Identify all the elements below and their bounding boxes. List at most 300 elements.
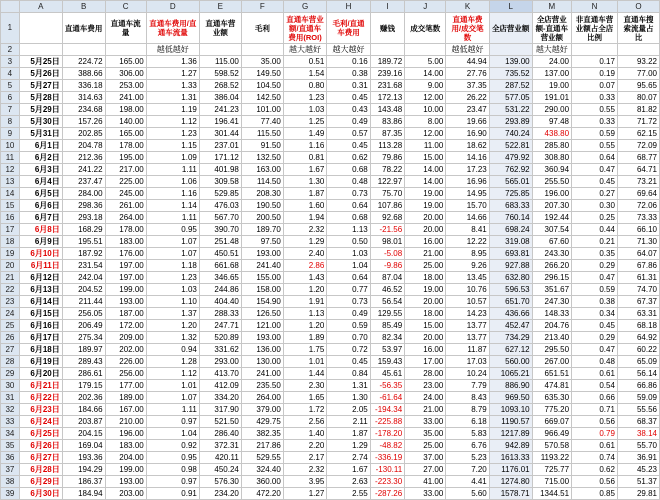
value-cell[interactable]: 1176.01 xyxy=(489,464,532,476)
value-cell[interactable]: 2.05 xyxy=(327,404,370,416)
value-cell[interactable]: 450.51 xyxy=(199,248,241,260)
row-header[interactable]: 23 xyxy=(1,296,20,308)
row-header[interactable]: 9 xyxy=(1,128,20,140)
date-cell[interactable]: 5月25日 xyxy=(19,56,62,68)
value-cell[interactable]: 0.95 xyxy=(146,224,199,236)
value-cell[interactable]: 438.80 xyxy=(532,128,571,140)
value-cell[interactable]: 0.62 xyxy=(327,152,370,164)
column-header-i[interactable]: I xyxy=(370,1,404,13)
value-cell[interactable]: 2.63 xyxy=(327,476,370,488)
value-cell[interactable]: 136.00 xyxy=(241,344,283,356)
date-cell[interactable]: 5月29日 xyxy=(19,104,62,116)
value-cell[interactable]: 1.09 xyxy=(146,152,199,164)
value-cell[interactable]: 0.29 xyxy=(572,260,618,272)
value-cell[interactable]: 1.37 xyxy=(146,308,199,320)
value-cell[interactable]: 10.24 xyxy=(446,368,489,380)
value-cell[interactable]: 319.08 xyxy=(489,236,532,248)
value-cell[interactable]: 1.04 xyxy=(327,260,370,272)
row-header[interactable]: 24 xyxy=(1,308,20,320)
value-cell[interactable]: 308.80 xyxy=(532,152,571,164)
row-header[interactable]: 38 xyxy=(1,476,20,488)
value-cell[interactable]: 168.29 xyxy=(62,224,105,236)
value-cell[interactable]: 177.00 xyxy=(105,380,146,392)
value-cell[interactable]: 202.00 xyxy=(105,344,146,356)
value-cell[interactable]: 1.54 xyxy=(283,68,326,80)
value-cell[interactable]: 247.30 xyxy=(532,296,571,308)
value-cell[interactable]: 1.89 xyxy=(283,332,326,344)
value-cell[interactable]: 77.00 xyxy=(617,68,659,80)
value-cell[interactable]: 12.00 xyxy=(405,128,446,140)
column-header-d[interactable]: D xyxy=(146,1,199,13)
value-cell[interactable]: 65.09 xyxy=(617,356,659,368)
column-header-m[interactable]: M xyxy=(532,1,571,13)
value-cell[interactable]: 1.18 xyxy=(146,260,199,272)
value-cell[interactable]: 83.86 xyxy=(370,116,404,128)
value-cell[interactable]: 11.00 xyxy=(405,140,446,152)
date-cell[interactable]: 6月28日 xyxy=(19,464,62,476)
row-header[interactable]: 11 xyxy=(1,152,20,164)
value-cell[interactable]: 307.54 xyxy=(532,224,571,236)
value-cell[interactable]: 45.61 xyxy=(370,368,404,380)
value-cell[interactable]: 91.50 xyxy=(241,140,283,152)
value-cell[interactable]: 0.71 xyxy=(572,404,618,416)
value-cell[interactable]: 66.86 xyxy=(617,380,659,392)
value-cell[interactable]: 0.29 xyxy=(572,332,618,344)
value-cell[interactable]: 0.68 xyxy=(327,164,370,176)
value-cell[interactable]: 195.00 xyxy=(105,152,146,164)
value-cell[interactable]: 10.76 xyxy=(446,284,489,296)
header-cell[interactable]: 直通车费用/成交笔数 xyxy=(446,13,489,44)
row-header[interactable]: 16 xyxy=(1,212,20,224)
value-cell[interactable]: 159.43 xyxy=(370,356,404,368)
value-cell[interactable]: 1.29 xyxy=(327,440,370,452)
value-cell[interactable]: -9.86 xyxy=(370,260,404,272)
value-cell[interactable]: 35.00 xyxy=(405,428,446,440)
value-cell[interactable]: 20.00 xyxy=(405,332,446,344)
value-cell[interactable]: 199.00 xyxy=(105,464,146,476)
value-cell[interactable]: 213.40 xyxy=(532,332,571,344)
value-cell[interactable]: 0.66 xyxy=(572,392,618,404)
header-cell[interactable]: 直通车费用/直通车流量 xyxy=(146,13,199,44)
date-cell[interactable]: 6月30日 xyxy=(19,488,62,500)
value-cell[interactable]: 2.56 xyxy=(283,416,326,428)
value-cell[interactable]: 140.00 xyxy=(105,116,146,128)
row-header[interactable]: 2 xyxy=(1,44,20,56)
value-cell[interactable]: 241.23 xyxy=(199,104,241,116)
value-cell[interactable]: 1.20 xyxy=(146,320,199,332)
row-header[interactable]: 1 xyxy=(1,13,20,44)
row-header[interactable]: 33 xyxy=(1,416,20,428)
date-cell[interactable]: 6月14日 xyxy=(19,296,62,308)
row-header[interactable]: 6 xyxy=(1,92,20,104)
value-cell[interactable]: 129.55 xyxy=(370,308,404,320)
value-cell[interactable]: 1.31 xyxy=(146,92,199,104)
row-header[interactable]: 18 xyxy=(1,236,20,248)
value-cell[interactable]: 23.00 xyxy=(405,380,446,392)
value-cell[interactable]: 8.79 xyxy=(446,404,489,416)
header-cell[interactable]: 毛利 xyxy=(241,13,283,44)
value-cell[interactable]: 317.90 xyxy=(199,404,241,416)
date-cell[interactable]: 6月23日 xyxy=(19,404,62,416)
value-cell[interactable]: 1.29 xyxy=(283,236,326,248)
value-cell[interactable]: -130.11 xyxy=(370,464,404,476)
value-cell[interactable]: 204.15 xyxy=(62,428,105,440)
value-cell[interactable]: 224.72 xyxy=(62,56,105,68)
value-cell[interactable]: 1217.89 xyxy=(489,428,532,440)
row-header[interactable]: 37 xyxy=(1,464,20,476)
value-cell[interactable]: 290.00 xyxy=(532,104,571,116)
value-cell[interactable]: 386.04 xyxy=(199,92,241,104)
value-cell[interactable]: 178.00 xyxy=(105,140,146,152)
value-cell[interactable]: 324.40 xyxy=(241,464,283,476)
column-header-c[interactable]: C xyxy=(105,1,146,13)
value-cell[interactable]: 165.00 xyxy=(105,128,146,140)
value-cell[interactable]: 45.23 xyxy=(617,464,659,476)
value-cell[interactable]: 360.94 xyxy=(532,164,571,176)
value-cell[interactable]: 18.00 xyxy=(405,272,446,284)
value-cell[interactable]: 0.16 xyxy=(327,56,370,68)
value-cell[interactable]: 14.00 xyxy=(405,176,446,188)
value-cell[interactable]: 5.60 xyxy=(446,488,489,500)
value-cell[interactable]: 1.32 xyxy=(146,332,199,344)
value-cell[interactable]: 95.65 xyxy=(617,80,659,92)
row-header[interactable]: 32 xyxy=(1,404,20,416)
value-cell[interactable]: 0.07 xyxy=(572,80,618,92)
value-cell[interactable]: 577.05 xyxy=(489,92,532,104)
value-cell[interactable]: 87.04 xyxy=(370,272,404,284)
value-cell[interactable]: 0.54 xyxy=(572,380,618,392)
value-cell[interactable]: 143.48 xyxy=(370,104,404,116)
value-cell[interactable]: 762.92 xyxy=(489,164,532,176)
value-cell[interactable]: 725.85 xyxy=(489,188,532,200)
value-cell[interactable]: 0.45 xyxy=(572,176,618,188)
value-cell[interactable]: 0.73 xyxy=(327,188,370,200)
value-cell[interactable]: 137.00 xyxy=(532,68,571,80)
value-cell[interactable]: 0.34 xyxy=(572,308,618,320)
value-cell[interactable]: 1.75 xyxy=(283,344,326,356)
date-cell[interactable]: 6月10日 xyxy=(19,248,62,260)
value-cell[interactable]: 683.33 xyxy=(489,200,532,212)
value-cell[interactable]: 16.00 xyxy=(405,344,446,356)
value-cell[interactable]: 20.00 xyxy=(405,296,446,308)
value-cell[interactable]: 194.29 xyxy=(62,464,105,476)
header-cell[interactable]: 成交笔数 xyxy=(405,13,446,44)
value-cell[interactable]: 1.16 xyxy=(146,188,199,200)
value-cell[interactable]: 693.81 xyxy=(489,248,532,260)
value-cell[interactable]: 476.03 xyxy=(199,200,241,212)
value-cell[interactable]: 1.94 xyxy=(283,212,326,224)
value-cell[interactable]: 193.00 xyxy=(241,248,283,260)
value-cell[interactable]: 25.00 xyxy=(405,440,446,452)
value-cell[interactable]: 85.49 xyxy=(370,320,404,332)
value-cell[interactable]: 264.00 xyxy=(241,392,283,404)
value-cell[interactable]: 20.00 xyxy=(405,224,446,236)
value-cell[interactable]: 698.24 xyxy=(489,224,532,236)
value-cell[interactable]: 71.30 xyxy=(617,236,659,248)
value-cell[interactable]: 0.45 xyxy=(327,140,370,152)
value-cell[interactable]: 209.00 xyxy=(105,332,146,344)
value-cell[interactable]: 2.40 xyxy=(283,248,326,260)
value-cell[interactable]: 14.95 xyxy=(446,188,489,200)
value-cell[interactable]: 479.92 xyxy=(489,152,532,164)
value-cell[interactable]: 1.30 xyxy=(327,392,370,404)
value-cell[interactable]: 0.64 xyxy=(327,272,370,284)
value-cell[interactable]: 0.64 xyxy=(572,152,618,164)
value-cell[interactable]: 14.00 xyxy=(405,164,446,176)
value-cell[interactable]: 189.97 xyxy=(62,344,105,356)
value-cell[interactable]: 715.00 xyxy=(532,476,571,488)
value-cell[interactable]: 72.06 xyxy=(617,200,659,212)
value-cell[interactable]: 211.44 xyxy=(62,296,105,308)
value-cell[interactable]: 2.11 xyxy=(327,416,370,428)
value-cell[interactable]: 60.22 xyxy=(617,344,659,356)
value-cell[interactable]: 1274.80 xyxy=(489,476,532,488)
value-cell[interactable]: 669.07 xyxy=(532,416,571,428)
value-cell[interactable]: 155.00 xyxy=(241,272,283,284)
value-cell[interactable]: 1.07 xyxy=(146,392,199,404)
row-header[interactable]: 39 xyxy=(1,488,20,500)
value-cell[interactable]: 184.94 xyxy=(62,488,105,500)
value-cell[interactable]: 298.36 xyxy=(62,200,105,212)
value-cell[interactable]: 0.43 xyxy=(327,104,370,116)
value-cell[interactable]: 26.22 xyxy=(446,92,489,104)
value-cell[interactable]: 0.98 xyxy=(146,464,199,476)
note-cell[interactable] xyxy=(489,44,532,56)
value-cell[interactable]: 1.23 xyxy=(283,92,326,104)
value-cell[interactable]: 92.68 xyxy=(370,212,404,224)
value-cell[interactable]: 198.00 xyxy=(105,104,146,116)
value-cell[interactable]: 199.00 xyxy=(105,284,146,296)
value-cell[interactable]: 56.14 xyxy=(617,368,659,380)
value-cell[interactable]: 1.10 xyxy=(146,296,199,308)
date-cell[interactable]: 5月31日 xyxy=(19,128,62,140)
value-cell[interactable]: 596.53 xyxy=(489,284,532,296)
value-cell[interactable]: 293.89 xyxy=(489,116,532,128)
value-cell[interactable]: 1613.33 xyxy=(489,452,532,464)
value-cell[interactable]: 74.70 xyxy=(617,284,659,296)
date-cell[interactable]: 6月18日 xyxy=(19,344,62,356)
date-cell[interactable]: 6月6日 xyxy=(19,200,62,212)
value-cell[interactable]: 661.68 xyxy=(199,260,241,272)
value-cell[interactable]: 8.00 xyxy=(405,116,446,128)
value-cell[interactable]: -61.64 xyxy=(370,392,404,404)
value-cell[interactable]: 245.00 xyxy=(105,188,146,200)
value-cell[interactable]: 1.30 xyxy=(283,176,326,188)
value-cell[interactable]: 82.34 xyxy=(370,332,404,344)
value-cell[interactable]: 16.96 xyxy=(446,176,489,188)
value-cell[interactable]: -225.88 xyxy=(370,416,404,428)
value-cell[interactable]: 529.55 xyxy=(241,452,283,464)
value-cell[interactable]: 0.17 xyxy=(572,56,618,68)
value-cell[interactable]: 132.50 xyxy=(241,152,283,164)
date-cell[interactable]: 6月16日 xyxy=(19,320,62,332)
value-cell[interactable]: 8.41 xyxy=(446,224,489,236)
value-cell[interactable]: 14.00 xyxy=(405,68,446,80)
value-cell[interactable]: 0.47 xyxy=(572,164,618,176)
value-cell[interactable]: 740.24 xyxy=(489,128,532,140)
value-cell[interactable]: 204.76 xyxy=(532,320,571,332)
value-cell[interactable]: 420.11 xyxy=(199,452,241,464)
value-cell[interactable]: 21.00 xyxy=(405,248,446,260)
value-cell[interactable]: 0.74 xyxy=(572,452,618,464)
value-cell[interactable]: 142.50 xyxy=(241,92,283,104)
column-header-n[interactable]: N xyxy=(572,1,618,13)
value-cell[interactable]: 80.07 xyxy=(617,92,659,104)
column-header-f[interactable]: F xyxy=(241,1,283,13)
value-cell[interactable]: 1.03 xyxy=(283,104,326,116)
value-cell[interactable]: 0.38 xyxy=(572,296,618,308)
value-cell[interactable]: 114.50 xyxy=(241,176,283,188)
value-cell[interactable]: 760.14 xyxy=(489,212,532,224)
value-cell[interactable]: 193.00 xyxy=(105,296,146,308)
value-cell[interactable]: 121.00 xyxy=(241,320,283,332)
value-cell[interactable]: 241.00 xyxy=(105,92,146,104)
note-cell[interactable] xyxy=(62,44,105,56)
value-cell[interactable]: 529.85 xyxy=(199,188,241,200)
value-cell[interactable]: 115.50 xyxy=(241,128,283,140)
value-cell[interactable]: 2.17 xyxy=(283,452,326,464)
value-cell[interactable]: 942.89 xyxy=(489,440,532,452)
value-cell[interactable]: 87.35 xyxy=(370,128,404,140)
row-header[interactable]: 36 xyxy=(1,452,20,464)
value-cell[interactable]: 104.50 xyxy=(241,80,283,92)
value-cell[interactable]: 1190.57 xyxy=(489,416,532,428)
value-cell[interactable]: 55.70 xyxy=(617,440,659,452)
value-cell[interactable]: 314.63 xyxy=(62,92,105,104)
value-cell[interactable]: 1.31 xyxy=(327,380,370,392)
value-cell[interactable]: 452.47 xyxy=(489,320,532,332)
value-cell[interactable]: 0.56 xyxy=(572,476,618,488)
header-cell[interactable]: 直通车流量 xyxy=(105,13,146,44)
value-cell[interactable]: 1578.71 xyxy=(489,488,532,500)
value-cell[interactable]: 79.86 xyxy=(370,152,404,164)
value-cell[interactable]: 44.94 xyxy=(446,56,489,68)
value-cell[interactable]: 196.00 xyxy=(532,188,571,200)
value-cell[interactable]: 1.43 xyxy=(283,272,326,284)
value-cell[interactable]: 192.44 xyxy=(532,212,571,224)
value-cell[interactable]: 1.12 xyxy=(146,116,199,128)
value-cell[interactable]: 77.40 xyxy=(241,116,283,128)
value-cell[interactable]: 1.27 xyxy=(283,488,326,500)
value-cell[interactable]: 288.33 xyxy=(199,308,241,320)
note-cell[interactable] xyxy=(405,44,446,56)
value-cell[interactable]: 171.12 xyxy=(199,152,241,164)
value-cell[interactable]: -223.30 xyxy=(370,476,404,488)
row-header[interactable]: 15 xyxy=(1,200,20,212)
column-header-b[interactable]: B xyxy=(62,1,105,13)
value-cell[interactable]: 5.23 xyxy=(446,452,489,464)
value-cell[interactable]: 0.47 xyxy=(572,344,618,356)
value-cell[interactable]: 237.47 xyxy=(62,176,105,188)
value-cell[interactable]: 14.23 xyxy=(446,308,489,320)
value-cell[interactable]: 217.86 xyxy=(241,440,283,452)
value-cell[interactable]: -56.35 xyxy=(370,380,404,392)
row-header[interactable]: 27 xyxy=(1,344,20,356)
value-cell[interactable]: 204.78 xyxy=(62,140,105,152)
value-cell[interactable]: 154.90 xyxy=(241,296,283,308)
value-cell[interactable]: 275.34 xyxy=(62,332,105,344)
value-cell[interactable]: 296.15 xyxy=(532,272,571,284)
value-cell[interactable]: 225.00 xyxy=(105,176,146,188)
value-cell[interactable]: 0.72 xyxy=(327,344,370,356)
value-cell[interactable]: 2.55 xyxy=(327,488,370,500)
row-header[interactable]: 17 xyxy=(1,224,20,236)
select-all-corner[interactable] xyxy=(1,1,20,13)
value-cell[interactable]: 379.00 xyxy=(241,404,283,416)
value-cell[interactable]: 734.29 xyxy=(489,332,532,344)
value-cell[interactable]: 81.82 xyxy=(617,104,659,116)
value-cell[interactable]: 178.00 xyxy=(105,224,146,236)
value-cell[interactable]: 69.64 xyxy=(617,188,659,200)
value-cell[interactable]: 101.00 xyxy=(241,104,283,116)
value-cell[interactable]: 336.18 xyxy=(62,80,105,92)
value-cell[interactable]: 37.35 xyxy=(446,80,489,92)
value-cell[interactable]: 0.85 xyxy=(572,488,618,500)
date-cell[interactable]: 6月7日 xyxy=(19,212,62,224)
value-cell[interactable]: 1.04 xyxy=(146,428,199,440)
value-cell[interactable]: 237.01 xyxy=(199,140,241,152)
value-cell[interactable]: 1.72 xyxy=(283,404,326,416)
value-cell[interactable]: 16.90 xyxy=(446,128,489,140)
value-cell[interactable]: 148.33 xyxy=(532,308,571,320)
value-cell[interactable]: 627.12 xyxy=(489,344,532,356)
value-cell[interactable]: 33.00 xyxy=(405,488,446,500)
value-cell[interactable]: 1.13 xyxy=(283,308,326,320)
value-cell[interactable]: 5.83 xyxy=(446,428,489,440)
value-cell[interactable]: 73.21 xyxy=(617,176,659,188)
value-cell[interactable]: 567.70 xyxy=(199,212,241,224)
value-cell[interactable]: 189.70 xyxy=(241,224,283,236)
value-cell[interactable]: 15.00 xyxy=(405,320,446,332)
row-header[interactable]: 28 xyxy=(1,356,20,368)
value-cell[interactable]: 289.43 xyxy=(62,356,105,368)
value-cell[interactable]: 11.87 xyxy=(446,344,489,356)
value-cell[interactable]: 725.77 xyxy=(532,464,571,476)
value-cell[interactable]: 635.30 xyxy=(532,392,571,404)
value-cell[interactable]: 1.13 xyxy=(327,224,370,236)
value-cell[interactable]: 0.92 xyxy=(146,440,199,452)
value-cell[interactable]: 115.00 xyxy=(199,56,241,68)
value-cell[interactable]: 1.33 xyxy=(146,80,199,92)
value-cell[interactable]: 372.31 xyxy=(199,440,241,452)
value-cell[interactable]: 231.54 xyxy=(62,260,105,272)
value-cell[interactable]: 3.95 xyxy=(283,476,326,488)
value-cell[interactable]: 1.87 xyxy=(327,428,370,440)
value-cell[interactable]: 0.51 xyxy=(283,56,326,68)
value-cell[interactable]: 149.50 xyxy=(241,68,283,80)
value-cell[interactable]: 169.04 xyxy=(62,440,105,452)
value-cell[interactable]: 7.20 xyxy=(446,464,489,476)
value-cell[interactable]: 264.00 xyxy=(105,212,146,224)
value-cell[interactable]: 234.68 xyxy=(62,104,105,116)
value-cell[interactable]: 234.20 xyxy=(199,488,241,500)
row-header[interactable]: 22 xyxy=(1,284,20,296)
value-cell[interactable]: 0.59 xyxy=(327,320,370,332)
value-cell[interactable]: 0.84 xyxy=(327,368,370,380)
row-header[interactable]: 25 xyxy=(1,320,20,332)
value-cell[interactable]: 107.86 xyxy=(370,200,404,212)
value-cell[interactable]: 176.00 xyxy=(105,248,146,260)
value-cell[interactable]: 1.20 xyxy=(283,284,326,296)
value-cell[interactable]: 242.04 xyxy=(62,272,105,284)
value-cell[interactable]: 67.60 xyxy=(532,236,571,248)
value-cell[interactable]: 157.26 xyxy=(62,116,105,128)
value-cell[interactable]: 197.00 xyxy=(105,260,146,272)
value-cell[interactable]: 293.18 xyxy=(62,212,105,224)
date-cell[interactable]: 6月11日 xyxy=(19,260,62,272)
column-header-g[interactable]: G xyxy=(283,1,326,13)
value-cell[interactable]: 0.50 xyxy=(327,236,370,248)
